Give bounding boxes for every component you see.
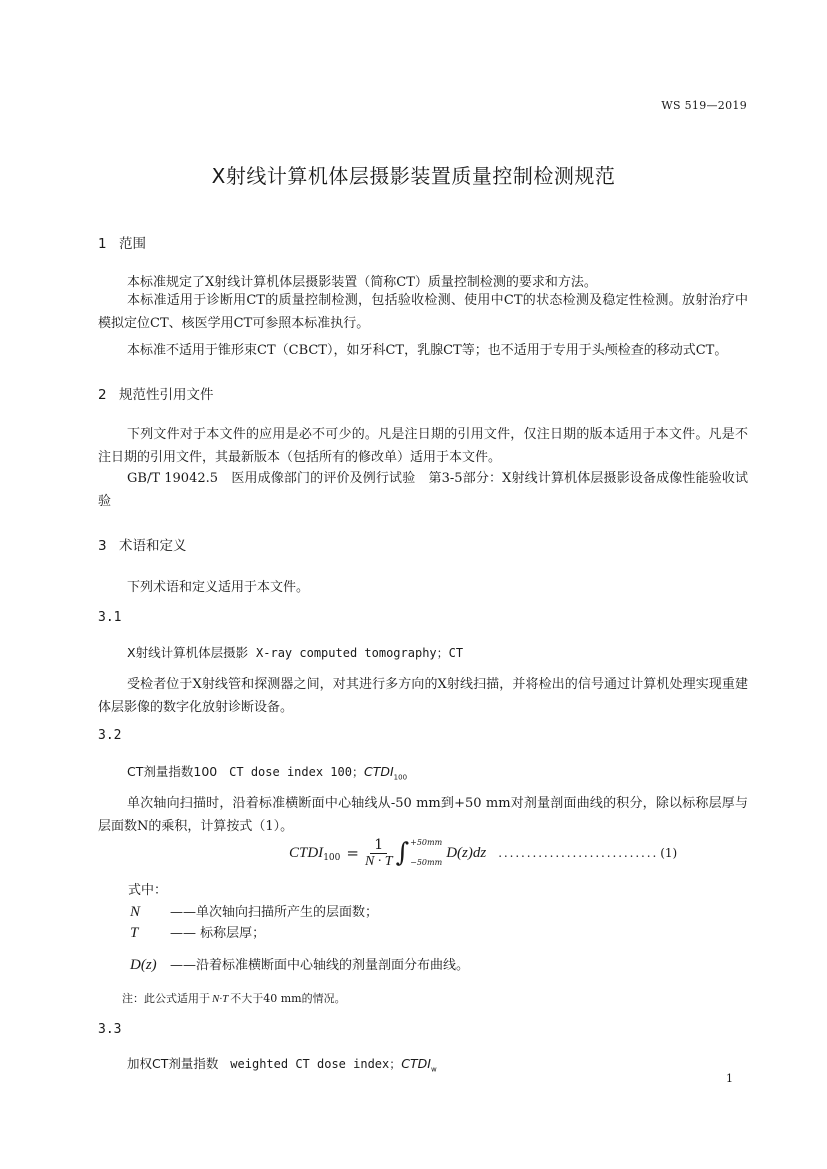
section-title: 术语和定义 [119, 538, 187, 554]
term-definition: 单次轴向扫描时，沿着标准横断面中心轴线从-50 mm到+50 mm对剂量剖面曲线的积分，除以标称层厚与层面数N的乘积，计算按式（1）。 [98, 796, 748, 834]
section-2-heading [98, 383, 214, 403]
paragraph: 下列术语和定义适用于本文件。 [127, 580, 310, 595]
variable-description: —— 标称层厚； [170, 926, 266, 941]
term-entry [127, 1054, 437, 1074]
clause-number: 3.1 [98, 610, 122, 625]
term-abbr: CTDI [401, 1056, 431, 1071]
section-1-heading [98, 232, 146, 252]
section-title: 范围 [119, 236, 146, 252]
term-abbr: CTDI [363, 764, 394, 779]
term-en: weighted CT dose index； [230, 1057, 402, 1071]
term-abbr-sub: 100 [393, 773, 408, 782]
paragraph: 本标准不适用于锥形束CT（CBCT），如牙科CT，乳腺CT等；也不适用于专用于头颅检查的移动式CT。 [127, 343, 728, 358]
formula-numerator: 1 [370, 837, 387, 854]
formula-upper-limit: +50mm [410, 838, 443, 847]
variable-symbol: T [130, 925, 139, 941]
where-label: 式中： [128, 883, 168, 898]
formula-denominator: N · T [364, 853, 393, 869]
note-prefix: 注：此公式适用于 [122, 992, 210, 1005]
term-en: CT dose index 100； [229, 765, 364, 779]
formula-number: (1) [660, 846, 678, 860]
variable-definition [130, 901, 378, 921]
note [122, 990, 346, 1006]
paragraph: 本标准适用于诊断用CT的质量控制检测，包括验收检测、使用中CT的状态检测及稳定性检测。放射治疗中模拟定位CT、核医学用CT可参照本标准执行。 [98, 293, 748, 331]
integral-sign-icon: ∫ [395, 838, 410, 868]
variable-description: ——沿着标准横断面中心轴线的剂量剖面分布曲线。 [170, 958, 470, 973]
section-number: 1 [98, 236, 107, 252]
term-definition: 受检者位于X射线管和探测器之间，对其进行多方向的X射线扫描，并将检出的信号通过计算机处理实现重建体层影像的数字化放射诊断设备。 [98, 677, 748, 715]
term-zh: 加权CT剂量指数 [127, 1056, 219, 1071]
clause-number: 3.2 [98, 728, 122, 743]
paragraph: 本标准规定了X射线计算机体层摄影装置（简称CT）质量控制检测的要求和方法。 [127, 275, 597, 290]
term-entry [127, 643, 463, 661]
term-zh: X射线计算机体层摄影 [127, 645, 249, 660]
formula-lhs-sub: 100 [323, 853, 341, 863]
variable-symbol: D(z) [130, 957, 157, 973]
variable-symbol: N [130, 904, 141, 920]
clause-number: 3.3 [98, 1022, 122, 1037]
page-number: 1 [726, 1072, 733, 1085]
paragraph: 下列文件对于本文件的应用是必不可少的。凡是注日期的引用文件，仅注日期的版本适用于本文件。凡是不注日期的引用文件，其最新版本（包括所有的修改单）适用于本文件。 [98, 427, 748, 465]
section-title: 规范性引用文件 [119, 387, 214, 403]
section-number: 2 [98, 387, 107, 403]
variable-definition [130, 922, 265, 942]
reference-item: GB/T 19042.5 医用成像部门的评价及例行试验 第3-5部分：X射线计算机体层摄影设备成像性能验收试验 [98, 471, 748, 509]
term-zh: CT剂量指数100 [127, 764, 218, 779]
variable-definition [130, 954, 469, 974]
section-number: 3 [98, 538, 107, 554]
formula-leader: ............................ [498, 846, 659, 860]
section-3-heading [98, 534, 187, 554]
formula-equals: = [346, 844, 359, 862]
variable-description: ——单次轴向扫描所产生的层面数； [170, 905, 379, 920]
formula-lhs: CTDI [289, 844, 324, 861]
formula-ctdi100 [289, 833, 677, 873]
formula-lower-limit: −50mm [410, 858, 443, 867]
document-title: X射线计算机体层摄影装置质量控制检测规范 [211, 164, 616, 188]
note-symbol: N·T [212, 993, 229, 1005]
note-suffix: 不大于40 mm的情况。 [230, 992, 346, 1005]
term-abbr-sub: w [430, 1065, 437, 1074]
term-entry [127, 762, 407, 782]
term-en: X-ray computed tomography；CT [256, 646, 464, 660]
formula-integrand: D(z)dz [446, 844, 487, 861]
standard-number: WS 519—2019 [661, 99, 747, 112]
